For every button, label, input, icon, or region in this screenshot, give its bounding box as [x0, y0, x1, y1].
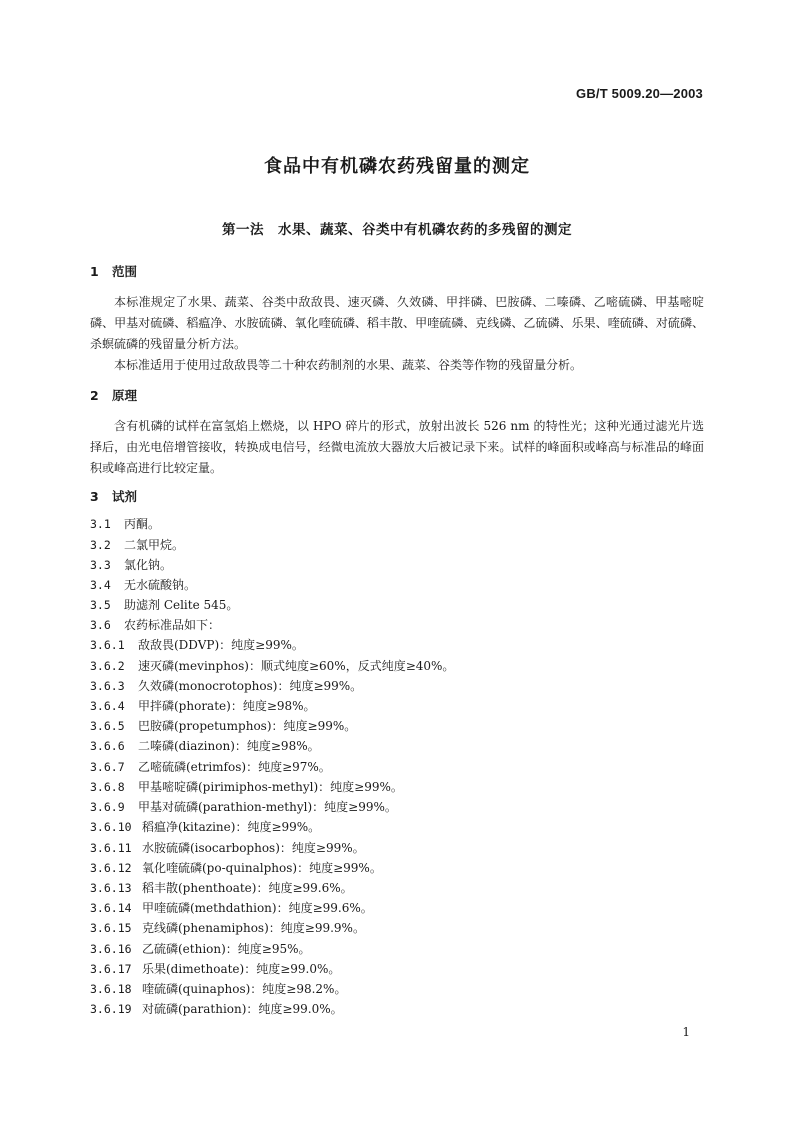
- item-text: 稻瘟净(kitazine)：纯度≥99%。: [142, 820, 321, 834]
- item-text: 稻丰散(phenthoate)：纯度≥99.6%。: [142, 881, 353, 895]
- section-number: 1: [90, 264, 99, 279]
- item-text: 久效磷(monocrotophos)：纯度≥99%。: [138, 679, 363, 693]
- principle-paragraph: 含有机磷的试样在富氢焰上燃烧，以 HPO 碎片的形式，放射出波长 526 nm 的特性光；这种光通过滤光片选择后，由光电倍增管接收，转换成电信号，经微电流放大器放大后被记录下来。试样的峰面积或峰高与标准品的峰面积或峰高进行比较定量。: [90, 419, 704, 475]
- list-item: [90, 979, 346, 999]
- page-number: 1: [682, 1025, 690, 1039]
- item-number: 3.5: [90, 598, 111, 612]
- item-number: 3.6: [90, 618, 111, 632]
- list-item: [90, 555, 172, 575]
- item-number: 3.6.2: [90, 659, 125, 673]
- item-number: 3.6.4: [90, 699, 125, 713]
- section-title: 原理: [112, 388, 138, 403]
- list-item: [90, 676, 362, 696]
- item-number: 3.6.18: [90, 982, 132, 996]
- item-number: 3.6.9: [90, 800, 125, 814]
- item-text: 乙嘧硫磷(etrimfos)：纯度≥97%。: [138, 760, 331, 774]
- list-item: [90, 878, 353, 898]
- item-text: 氯化钠。: [124, 558, 173, 572]
- item-text: 乐果(dimethoate)：纯度≥99.0%。: [142, 962, 341, 976]
- item-text: 甲拌磷(phorate)：纯度≥98%。: [138, 699, 316, 713]
- method-subtitle: 第一法 水果、蔬菜、谷类中有机磷农药的多残留的测定: [222, 222, 572, 238]
- item-text: 乙硫磷(ethion)：纯度≥95%。: [142, 942, 311, 956]
- list-item: [90, 514, 160, 534]
- item-text: 氧化喹硫磷(po-quinalphos)：纯度≥99%。: [142, 861, 382, 875]
- item-text: 甲基对硫磷(parathion-methyl)：纯度≥99%。: [138, 800, 397, 814]
- item-text: 喹硫磷(quinaphos)：纯度≥98.2%。: [142, 982, 347, 996]
- item-number: 3.6.17: [90, 962, 132, 976]
- section-heading-principle: [90, 386, 137, 404]
- item-number: 3.2: [90, 538, 111, 552]
- list-item: [90, 838, 365, 858]
- scope-paragraph-2: 本标准适用于使用过敌敌畏等二十种农药制剂的水果、蔬菜、谷类等作物的残留量分析。: [114, 358, 583, 372]
- item-number: 3.6.1: [90, 638, 125, 652]
- item-number: 3.6.13: [90, 881, 132, 895]
- item-text: 水胺硫磷(isocarbophos)：纯度≥99%。: [142, 841, 365, 855]
- list-item: [90, 535, 184, 555]
- section-title: 范围: [112, 264, 138, 279]
- item-text: 甲基嘧啶磷(pirimiphos-methyl)：纯度≥99%。: [138, 780, 403, 794]
- list-item: [90, 999, 343, 1019]
- standard-number: GB/T 5009.20—2003: [576, 86, 703, 101]
- list-item: [90, 615, 220, 635]
- list-item: [90, 757, 331, 777]
- list-item: [90, 656, 454, 676]
- list-item: [90, 959, 340, 979]
- item-text: 甲喹硫磷(methdathion)：纯度≥99.6%。: [142, 901, 373, 915]
- section-title: 试剂: [112, 489, 138, 504]
- item-text: 二氯甲烷。: [124, 538, 185, 552]
- item-number: 3.6.6: [90, 739, 125, 753]
- list-item: [90, 939, 311, 959]
- item-number: 3.6.19: [90, 1002, 132, 1016]
- document-title: 食品中有机磷农药残留量的测定: [264, 156, 530, 177]
- list-item: [90, 696, 316, 716]
- list-item: [90, 575, 196, 595]
- list-item: [90, 716, 356, 736]
- item-text: 无水硫酸钠。: [124, 578, 197, 592]
- item-text: 克线磷(phenamiphos)：纯度≥99.9%。: [142, 921, 365, 935]
- section-number: 3: [90, 489, 99, 504]
- item-text: 丙酮。: [124, 517, 161, 531]
- item-text: 速灭磷(mevinphos)：顺式纯度≥60%，反式纯度≥40%。: [138, 659, 455, 673]
- section-heading-scope: [90, 262, 137, 280]
- item-text: 敌敌畏(DDVP)：纯度≥99%。: [138, 638, 304, 652]
- item-number: 3.6.7: [90, 760, 125, 774]
- list-item: [90, 817, 320, 837]
- item-number: 3.6.10: [90, 820, 132, 834]
- list-item: [90, 797, 397, 817]
- item-text: 农药标准品如下：: [124, 618, 221, 632]
- list-item: [90, 595, 238, 615]
- section-heading-reagents: [90, 487, 137, 505]
- item-number: 3.1: [90, 517, 111, 531]
- item-text: 助滤剂 Celite 545。: [124, 598, 239, 612]
- list-item: [90, 777, 403, 797]
- section-number: 2: [90, 388, 99, 403]
- scope-paragraph-1: 本标准规定了水果、蔬菜、谷类中敌敌畏、速灭磷、久效磷、甲拌磷、巴胺磷、二嗪磷、乙嘧硫磷、甲基嘧啶磷、甲基对硫磷、稻瘟净、水胺硫磷、氧化喹硫磷、稻丰散、甲喹硫磷、克线磷、乙硫磷、乐果、喹硫磷、对硫磷、杀螟硫磷的残留量分析方法。: [90, 295, 704, 351]
- item-number: 3.4: [90, 578, 111, 592]
- item-number: 3.6.5: [90, 719, 125, 733]
- list-item: [90, 918, 365, 938]
- item-number: 3.6.8: [90, 780, 125, 794]
- item-text: 对硫磷(parathion)：纯度≥99.0%。: [142, 1002, 343, 1016]
- item-number: 3.3: [90, 558, 111, 572]
- item-text: 巴胺磷(propetumphos)：纯度≥99%。: [138, 719, 357, 733]
- item-number: 3.6.15: [90, 921, 132, 935]
- item-number: 3.6.3: [90, 679, 125, 693]
- item-number: 3.6.14: [90, 901, 132, 915]
- list-item: [90, 736, 320, 756]
- item-number: 3.6.12: [90, 861, 132, 875]
- list-item: [90, 858, 382, 878]
- item-number: 3.6.11: [90, 841, 132, 855]
- item-number: 3.6.16: [90, 942, 132, 956]
- item-text: 二嗪磷(diazinon)：纯度≥98%。: [138, 739, 320, 753]
- list-item: [90, 898, 373, 918]
- list-item: [90, 635, 304, 655]
